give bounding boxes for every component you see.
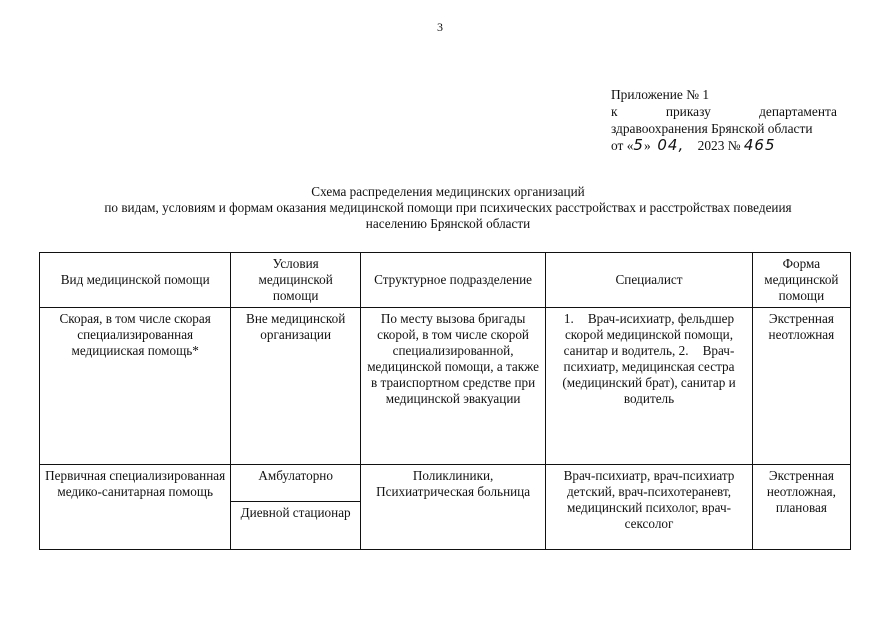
- cell-specialist: Врач-психиатр, врач-психиатр детский, врач-психотераневт, медицинский психолог, врач-сексолог: [546, 465, 753, 550]
- cell-unit: По месту вызова бригады скорой, в том числе скорой специализированной, медицинской помощи, а также в траиспортном средстве при медицинской эвакуации: [360, 308, 545, 465]
- cell-care-type: Первичная специализированная медико-санитарная помощь: [40, 465, 231, 550]
- table-header-row: [40, 253, 851, 308]
- specialist-item-1: Врач-исихиатр, фельдшер скорой медицинской помощи, санитар и водитель,: [563, 311, 735, 358]
- appendix-date-line: [611, 137, 837, 154]
- title-line-3: населению Брянской области: [365, 216, 531, 231]
- document-title: [30, 184, 866, 232]
- date-prefix: от «: [611, 138, 634, 153]
- cell-care-type: Скорая, в том числе скорая специализированная медицииская помощь*: [40, 308, 231, 465]
- specialist-number-2: 2.: [678, 343, 689, 358]
- page-number: 3: [437, 20, 443, 34]
- cell-form: Экстренная неотложная, плановая: [752, 465, 850, 550]
- appendix-word-department: департамента: [759, 104, 837, 119]
- distribution-table: [39, 252, 851, 550]
- header-conditions: Условия медицинской помощи: [231, 253, 361, 308]
- specialist-item-2: Врач-психиатр, медицинская сестра (медицинский брат), санитар и водитель: [562, 343, 736, 406]
- cell-unit: Поликлиники, Психиатрическая больница: [360, 465, 545, 550]
- date-year: 2023 №: [697, 138, 741, 153]
- cell-form: Экстренная неотложная: [752, 308, 850, 465]
- specialist-number-1: 1.: [563, 311, 574, 326]
- appendix-title: Приложение № 1: [611, 87, 710, 102]
- cell-specialist: [546, 308, 753, 465]
- appendix-department-name: здравоохранения Брянской области: [611, 121, 813, 136]
- title-line-1: Схема распределения медицинских организаций: [311, 184, 585, 199]
- appendix-word-order: приказу: [665, 104, 711, 119]
- date-mid: »: [643, 138, 651, 153]
- order-number-handwritten: 465: [743, 136, 776, 154]
- appendix-word-k: к: [611, 104, 618, 119]
- date-day-handwritten: 5: [633, 136, 644, 154]
- cell-conditions: Вне медицинской организации: [231, 308, 361, 465]
- cell-conditions-outpatient: Амбулаторно: [231, 465, 361, 502]
- header-care-type: Вид медицинской помощи: [40, 253, 231, 308]
- header-unit: Структурное подразделение: [360, 253, 545, 308]
- table-row: [40, 308, 851, 465]
- appendix-order-line: [611, 103, 837, 120]
- date-month-handwritten: 04,: [657, 136, 685, 154]
- header-form: Форма медицинской помощи: [752, 253, 850, 308]
- appendix-block: [611, 86, 837, 154]
- title-line-2: по видам, условиям и формам оказания медицинской помощи при психических расстройствах и расстройствах поведеиия: [104, 200, 792, 215]
- header-specialist: Специалист: [546, 253, 753, 308]
- table-row: [40, 465, 851, 502]
- cell-conditions-day-hospital: Диевной стационар: [231, 502, 361, 550]
